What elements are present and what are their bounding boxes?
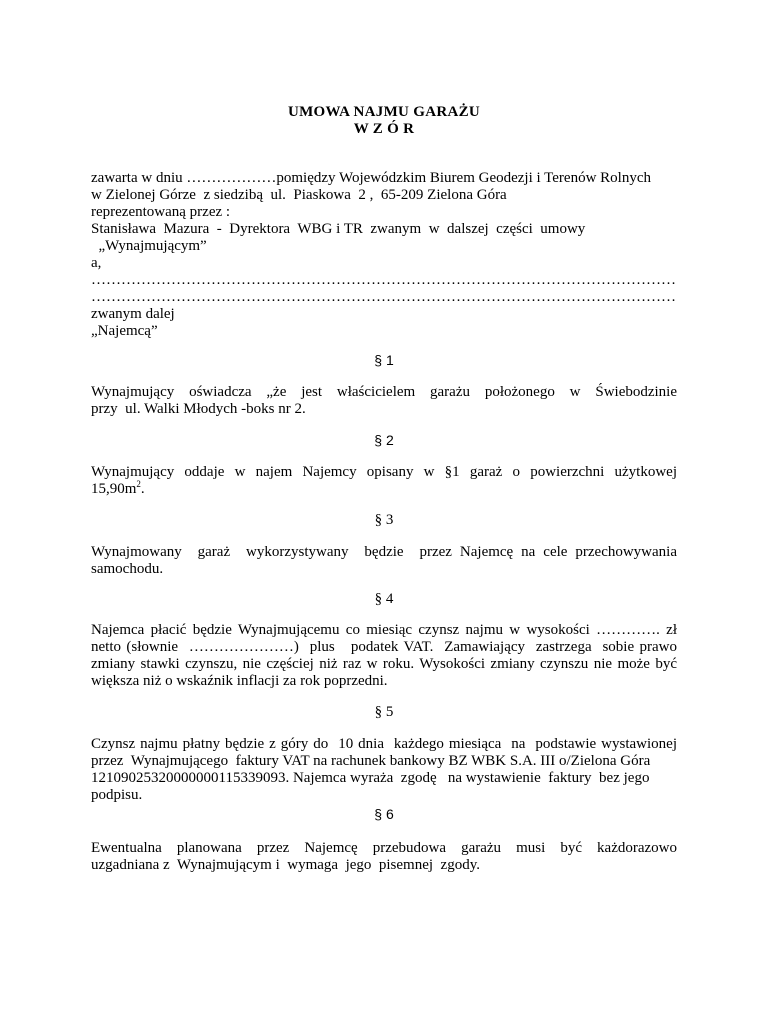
section-body <box>91 736 677 804</box>
section-line: Wynajmujący oświadcza „że jest właścicielem garażu położonego w Świebodzinie <box>91 384 677 400</box>
section-heading: § 2 <box>374 432 394 448</box>
section-body <box>91 464 677 498</box>
section-body <box>91 384 677 418</box>
section-line: Wynajmujący oddaje w najem Najemcy opisany w §1 garaż o powierzchni użytkowej <box>91 464 677 480</box>
intro-line: „Najemcą” <box>91 323 158 339</box>
section-line <box>91 481 677 498</box>
section-line: przy ul. Walki Młodych -boks nr 2. <box>91 401 306 417</box>
section-line: 12109025320000000115339093. Najemca wyraża zgodę na wystawienie faktury bez jego <box>91 770 650 786</box>
section-line: Czynsz najmu płatny będzie z góry do 10 dnia każdego miesiąca na podstawie wystawionej <box>91 736 677 752</box>
section-line: przez Wynajmującego faktury VAT na rachunek bankowy BZ WBK S.A. III o/Zielona Góra <box>91 753 651 769</box>
intro-line: w Zielonej Górze z siedzibą ul. Piaskowa 2 , 65-209 Zielona Góra <box>91 187 507 203</box>
section-heading: § 5 <box>374 704 394 720</box>
blank-line: ……………………………………………………………………………………………………… <box>91 272 676 288</box>
section-line: zmiany stawki czynszu, nie częściej niż raz w roku. Wysokości zmiany czynszu nie może być <box>91 656 677 672</box>
document-subtitle: W Z Ó R <box>353 121 415 137</box>
intro-line: zawarta w dniu ………………pomiędzy Wojewódzkim Biurem Geodezji i Terenów Rolnych <box>91 170 651 186</box>
section-line: uzgadniana z Wynajmującym i wymaga jego pisemnej zgody. <box>91 857 480 873</box>
superscript: 2 <box>136 479 141 489</box>
section-heading: § 3 <box>374 512 394 528</box>
section-line: Ewentualna planowana przez Najemcę przebudowa garażu musi być każdorazowo <box>91 840 677 856</box>
section-body <box>91 840 677 874</box>
section-line: Wynajmowany garaż wykorzystywany będzie przez Najemcę na cele przechowywania <box>91 544 677 560</box>
intro-line: reprezentowaną przez : <box>91 204 231 220</box>
section-body <box>91 622 677 690</box>
intro-line: zwanym dalej <box>91 306 175 322</box>
section-body <box>91 544 677 578</box>
section-line: podpisu. <box>91 787 143 803</box>
document-title: UMOWA NAJMU GARAŻU <box>287 104 481 120</box>
section-line: większa niż o wskaźnik inflacji za rok poprzedni. <box>91 673 388 689</box>
period: . <box>140 481 145 497</box>
section-heading: § 1 <box>374 352 394 368</box>
section-line: netto (słownie …………………) plus podatek VAT. Zamawiający zastrzega sobie prawo <box>91 639 677 655</box>
section-heading: § 6 <box>374 806 394 822</box>
section-line: samochodu. <box>91 561 164 577</box>
intro-line: Stanisława Mazura - Dyrektora WBG i TR zwanym w dalszej części umowy <box>91 221 586 237</box>
intro-block <box>91 170 677 340</box>
section-line: Najemca płacić będzie Wynajmującemu co miesiąc czynsz najmu w wysokości …………. zł <box>91 622 677 638</box>
section-heading: § 4 <box>374 591 394 607</box>
intro-line: a, <box>91 255 102 271</box>
blank-line: ……………………………………………………………………………………………………… <box>91 289 676 305</box>
area-value: 15,90m <box>91 481 137 497</box>
intro-line: „Wynajmującym” <box>91 238 207 254</box>
